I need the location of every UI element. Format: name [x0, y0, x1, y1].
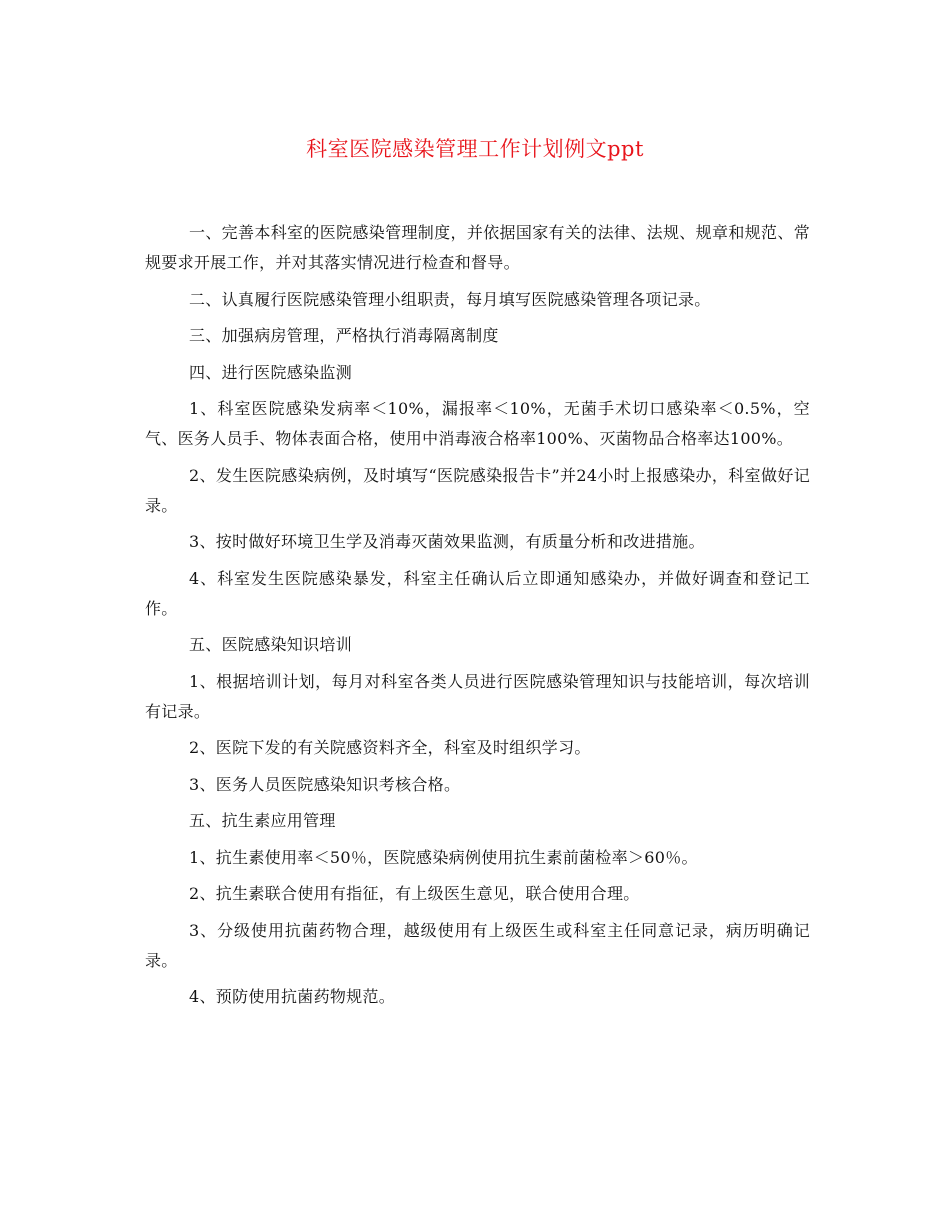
paragraph-item-4-3: 3、按时做好环境卫生学及消毒灭菌效果监测，有质量分析和改进措施。	[189, 532, 705, 551]
paragraph-item-ab-2: 2、抗生素联合使用有指征，有上级医生意见，联合使用合理。	[189, 884, 640, 903]
paragraph-section-5-heading: 五、医院感染知识培训	[189, 635, 353, 654]
paragraph-section-antibiotics-heading: 五、抗生素应用管理	[189, 811, 336, 830]
paragraph-item-5-3: 3、医务人员医院感染知识考核合格。	[189, 774, 461, 794]
paragraph-item-ab-4: 4、预防使用抗菌药物规范。	[189, 987, 396, 1006]
paragraph-section-2: 二、认真履行医院感染管理小组职责，每月填写医院感染管理各项记录。	[189, 289, 711, 309]
paragraph-section-3: 三、加强病房管理，严格执行消毒隔离制度	[189, 326, 499, 345]
paragraph-item-4-2: 2、发生医院感染病例，及时填写“医院感染报告卡”并24小时上报感染办，科室做好记录。	[145, 465, 810, 515]
paragraph-item-ab-3: 3、分级使用抗菌药物合理，越级使用有上级医生或科室主任同意记录，病历明确记录。	[145, 920, 810, 970]
paragraph-item-4-1: 1、科室医院感染发病率＜10%，漏报率＜10%，无菌手术切口感染率＜0.5%，空气、医务人员手、物体表面合格，使用中消毒液合格率100%、灭菌物品合格率达100%。	[145, 399, 810, 448]
paragraph-item-5-2: 2、医院下发的有关院感资料齐全，科室及时组织学习。	[189, 738, 591, 757]
paragraph-item-4-4: 4、科室发生医院感染暴发，科室主任确认后立即通知感染办，并做好调查和登记工作。	[145, 568, 810, 618]
paragraph-item-5-1: 1、根据培训计划，每月对科室各类人员进行医院感染管理知识与技能培训，每次培训有记录。	[145, 671, 810, 721]
document-body	[145, 218, 810, 1019]
paragraph-section-4-heading: 四、进行医院感染监测	[189, 362, 353, 382]
paragraph-item-ab-1: 1、抗生素使用率＜50％，医院感染病例使用抗生素前菌检率＞60％。	[189, 847, 698, 867]
document-title: 科室医院感染管理工作计划例文ppt	[306, 137, 644, 161]
paragraph-section-1: 一、完善本科室的医院感染管理制度，并依据国家有关的法律、法规、规章和规范、常规要求开展工作，并对其落实情况进行检查和督导。	[145, 223, 810, 272]
